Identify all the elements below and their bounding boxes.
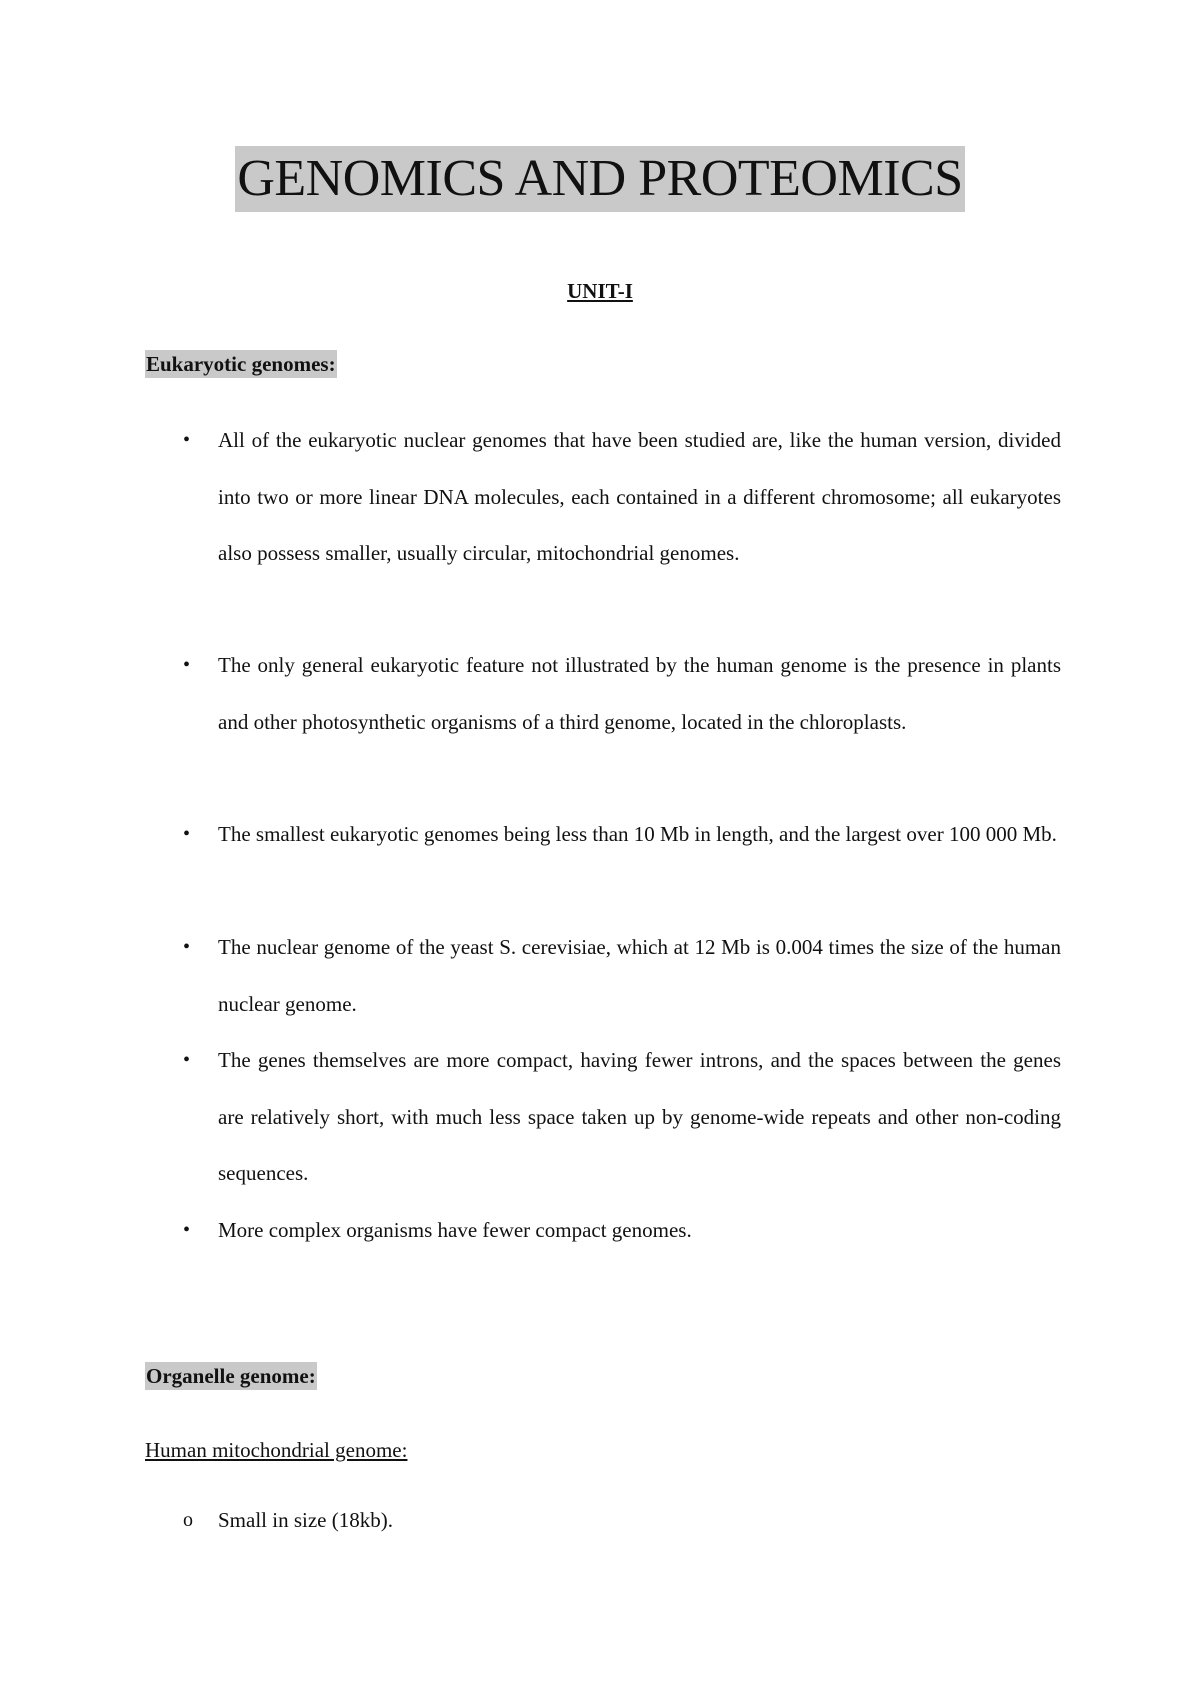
list-item: More complex organisms have fewer compact genomes.: [218, 1218, 692, 1242]
list-item: Small in size (18kb).: [218, 1508, 393, 1532]
title-wrapper: [0, 146, 1200, 212]
bullet-icon: •: [183, 1049, 191, 1071]
subheading-mitochondrial: Human mitochondrial genome:: [145, 1438, 408, 1462]
unit-heading: UNIT-I: [567, 279, 633, 303]
section-heading-organelle: Organelle genome:: [146, 1364, 316, 1388]
bullet-icon: •: [183, 936, 191, 958]
section-heading-eukaryotic: Eukaryotic genomes:: [146, 352, 336, 376]
list-item: The nuclear genome of the yeast S. cerevisiae, which at 12 Mb is 0.004 times the size of the human nuclear genome.: [218, 935, 1061, 1016]
bullet-icon: •: [183, 429, 191, 451]
bullet-icon: •: [183, 654, 191, 676]
bullet-icon: •: [183, 823, 191, 845]
list-item: The only general eukaryotic feature not illustrated by the human genome is the presence in plants and other photosynthetic organisms of a third genome, located in the chloroplasts.: [218, 653, 1061, 734]
list-item: All of the eukaryotic nuclear genomes that have been studied are, like the human version, divided into two or more linear DNA molecules, each contained in a different chromosome; all eukaryotes also possess smaller, usually circular, mitochondrial genomes.: [218, 428, 1061, 565]
bullet-icon: •: [183, 1219, 191, 1241]
circle-bullet-icon: o: [183, 1509, 193, 1531]
document-title: GENOMICS AND PROTEOMICS: [235, 146, 964, 212]
list-item: The genes themselves are more compact, having fewer introns, and the spaces between the genes are relatively short, with much less space taken up by genome-wide repeats and other non-coding sequences.: [218, 1048, 1061, 1185]
list-item: The smallest eukaryotic genomes being less than 10 Mb in length, and the largest over 100 000 Mb.: [218, 822, 1057, 846]
